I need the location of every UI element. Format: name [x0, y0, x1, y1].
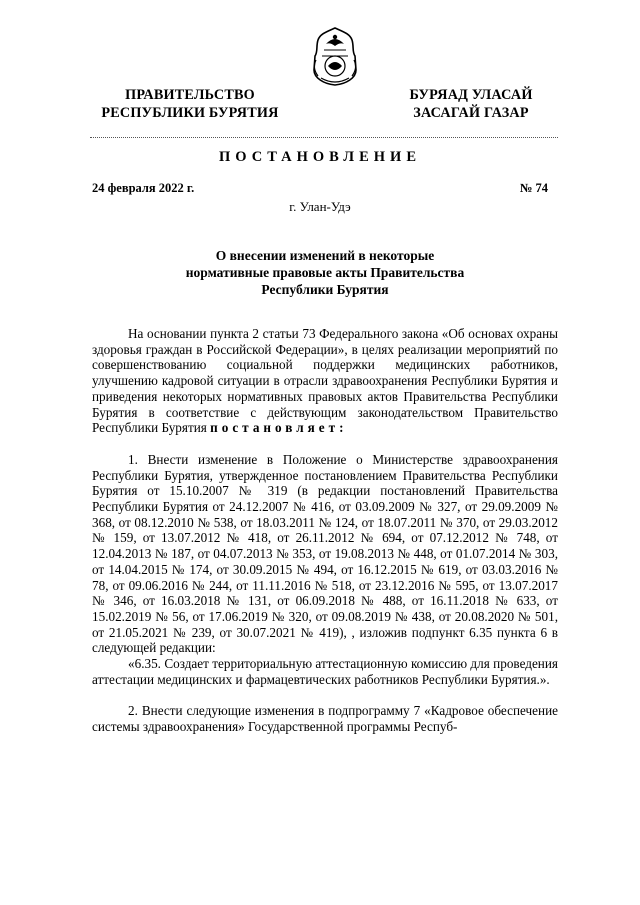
item-2-paragraph: 2. Внести следующие изменения в подпрограмму 7 «Кадровое обеспечение системы здравоохранения» Государственной программы Респуб-	[92, 703, 558, 735]
item-1-paragraph: 1. Внести изменение в Положение о Министерстве здравоохранения Республики Бурятия, утвержденное постановлением Правительства Республики Бурятия от 15.10.2007 № 319 (в редакции постановлений Правительства Республики Бурятия от 24.12.2007 № 416, от 03.09.2009 № 327, от 29.09.2009 № 368, от 08.12.2010 № 538, от 18.03.2011 № 124, от 18.07.2011 № 370, от 29.03.2012 № 159, от 13.07.2012 № 418, от 26.11.2012 № 694, от 07.12.2012 № 748, от 12.04.2013 № 187, от 04.07.2013 № 353, от 19.08.2013 № 448, от 01.07.2014 № 303, от 14.04.2015 № 174, от 30.09.2015 № 494, от 16.12.2015 № 619, от 03.03.2016 № 78, от 09.06.2016 № 244, от 11.11.2016 № 518, от 23.12.2016 № 595, от 13.07.2017 № 346, от 16.03.2018 № 131, от 06.09.2018 № 488, от 16.11.2018 № 633, от 15.02.2019 № 56, от 17.06.2019 № 320, от 09.08.2019 № 438, от 20.08.2020 № 501, от 21.05.2021 № 239, от 30.07.2021 № 419), , изложив подпункт 6.35 пункта 6 в следующей редакции:	[92, 451, 558, 656]
header-right	[398, 86, 544, 122]
coat-of-arms-icon	[306, 26, 364, 86]
document-date: 24 февраля 2022 г.	[92, 181, 195, 195]
document-type: ПОСТАНОВЛЕНИЕ	[218, 149, 421, 165]
title-line2: нормативные правовые акты Правительства	[185, 265, 465, 280]
document-title	[120, 247, 530, 298]
intro-emphasis: постановляет:	[210, 420, 348, 436]
title-line3: Республики Бурятия	[261, 282, 389, 297]
header-right-line2: ЗАСАГАЙ ГАЗАР	[413, 105, 529, 121]
document-body	[92, 326, 558, 735]
header-left-line2: РЕСПУБЛИКИ БУРЯТИЯ	[101, 105, 279, 121]
header-right-line1: БУРЯАД УЛАСАЙ	[409, 87, 533, 103]
title-line1: О внесении изменений в некоторые	[215, 248, 435, 263]
document-city: г. Улан-Удэ	[289, 199, 351, 214]
header-left-line1: ПРАВИТЕЛЬСТВО	[125, 87, 255, 103]
header-left	[92, 86, 288, 122]
intro-paragraph	[92, 326, 558, 436]
document-number: № 74	[519, 181, 548, 195]
item-1-quote: «6.35. Создает территориальную аттестационную комиссию для проведения аттестации медицинских и фармацевтических работников Республики Бурятия.».	[92, 656, 558, 687]
intro-text: На основании пункта 2 статьи 73 Федерального закона «Об основах охраны здоровья граждан в Российской Федерации», в целях реализации мероприятий по совершенствованию социальной поддержки медицинских работников, улучшению кадровой ситуации в отрасли здравоохранения Республики Бурятия и приведения некоторых нормативных правовых актов Правительства Республики Бурятия в соответствие с действующим законодательством Правительство Республики Бурятия	[92, 326, 558, 436]
header-divider	[90, 137, 558, 138]
